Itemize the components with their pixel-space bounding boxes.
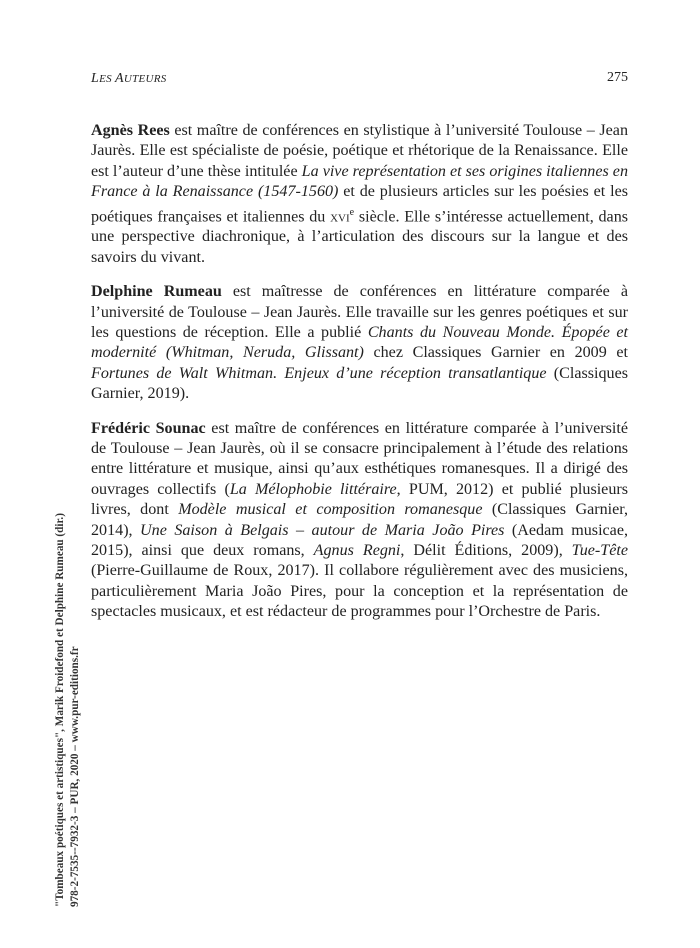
book-title: Modèle musical et composition romanesque — [178, 501, 483, 519]
book-title: La Mélophobie littéraire — [229, 480, 397, 498]
bio-text: est maître de conférences en stylistique à l’université Toulouse – Jean Jaurès. Elle est spécialiste de poésie, poétique et rhétorique de la Renaissance. Elle est l’auteur d’une thèse intitulée — [91, 122, 628, 180]
bio-text: (Classiques Garnier, 2019). — [91, 364, 628, 403]
side-note-title-line: "Tombeaux poétiques et artistiques", Marik Froidefond et Delphine Rumeau (dir.) — [54, 513, 66, 907]
book-title: Chants du Nouveau Monde. Épopée et modernité (Whitman, Neruda, Glissant) — [91, 324, 628, 362]
bio-delphine-rumeau — [91, 282, 628, 404]
bio-frederic-sounac — [91, 419, 628, 623]
bio-text: (Aedam musicae, 2015), ainsi que deux romans, — [91, 521, 628, 560]
bio-text: siècle. Elle s’intéresse actuellement, dans une perspective diachronique, à l’articulation des discours sur la langue et des savoirs du vivant. — [91, 207, 629, 266]
running-head — [91, 70, 167, 87]
page-header — [91, 70, 628, 94]
author-bios — [91, 121, 628, 637]
bio-text: , PUM, 2012) et publié plusieurs livres, dont — [91, 480, 628, 519]
bio-text: (Pierre-Guillaume de Roux, 2017). Il collabore régulièrement avec des musiciens, particulièrement Maria João Pires, pour la conception et la représentation de spectacles musicaux, et est rédacteur de programmes pour l’Orchestre de Paris. — [91, 562, 628, 621]
running-head-initial-1: L — [91, 71, 100, 86]
author-name: Agnès Rees — [91, 122, 170, 139]
bio-text: (Classiques Garnier, 2014), — [91, 501, 628, 539]
century-superscript: e — [349, 206, 355, 218]
running-head-rest-1: ES — [99, 73, 115, 85]
author-name: Frédéric Sounac — [91, 419, 206, 437]
running-head-rest-2: UTEURS — [123, 73, 167, 85]
thesis-title: La vive représentation et ses origines italiennes en France à la Renaissance (1547-1560) — [91, 162, 628, 201]
bio-text: et de plusieurs articles sur les poésies et les poétiques françaises et italiennes du — [91, 183, 628, 225]
bio-text: est maître de conférences en littérature comparée à l’université de Toulouse – Jean Jaurès, où il se consacre principalement à l’étude des relations entre littérature et musique, ainsi qu’aux esthétiques romanesques. Il a dirigé des ouvrages collectifs ( — [91, 419, 628, 498]
page-number: 275 — [607, 70, 628, 85]
book-title: Une Saison à Belgais – autour de Maria João Pires — [140, 521, 505, 539]
bio-text: chez Classiques Garnier en 2009 et — [363, 344, 628, 362]
bio-agnes-rees — [91, 121, 628, 268]
book-title: Fortunes de Walt Whitman. Enjeux d’une réception transatlantique — [91, 364, 547, 382]
book-title: Tue-Tête — [571, 542, 628, 560]
century-numeral: xvi — [330, 207, 350, 225]
running-head-initial-2: A — [114, 71, 124, 86]
author-name: Delphine Rumeau — [91, 283, 222, 301]
side-note-isbn-line: 978-2-7535--7932-3 – PUR, 2020 – www.pur-editions.fr — [69, 646, 81, 907]
publisher-side-note — [53, 513, 83, 907]
book-title: Agnus Regni — [313, 542, 401, 560]
bio-text: est maîtresse de conférences en littérature comparée à l’université de Toulouse – Jean Jaurès. Elle travaille sur les genres poétiques et sur les questions de réception. Elle a publié — [91, 283, 628, 342]
bio-text: , Délit Éditions, 2009), — [400, 542, 572, 560]
